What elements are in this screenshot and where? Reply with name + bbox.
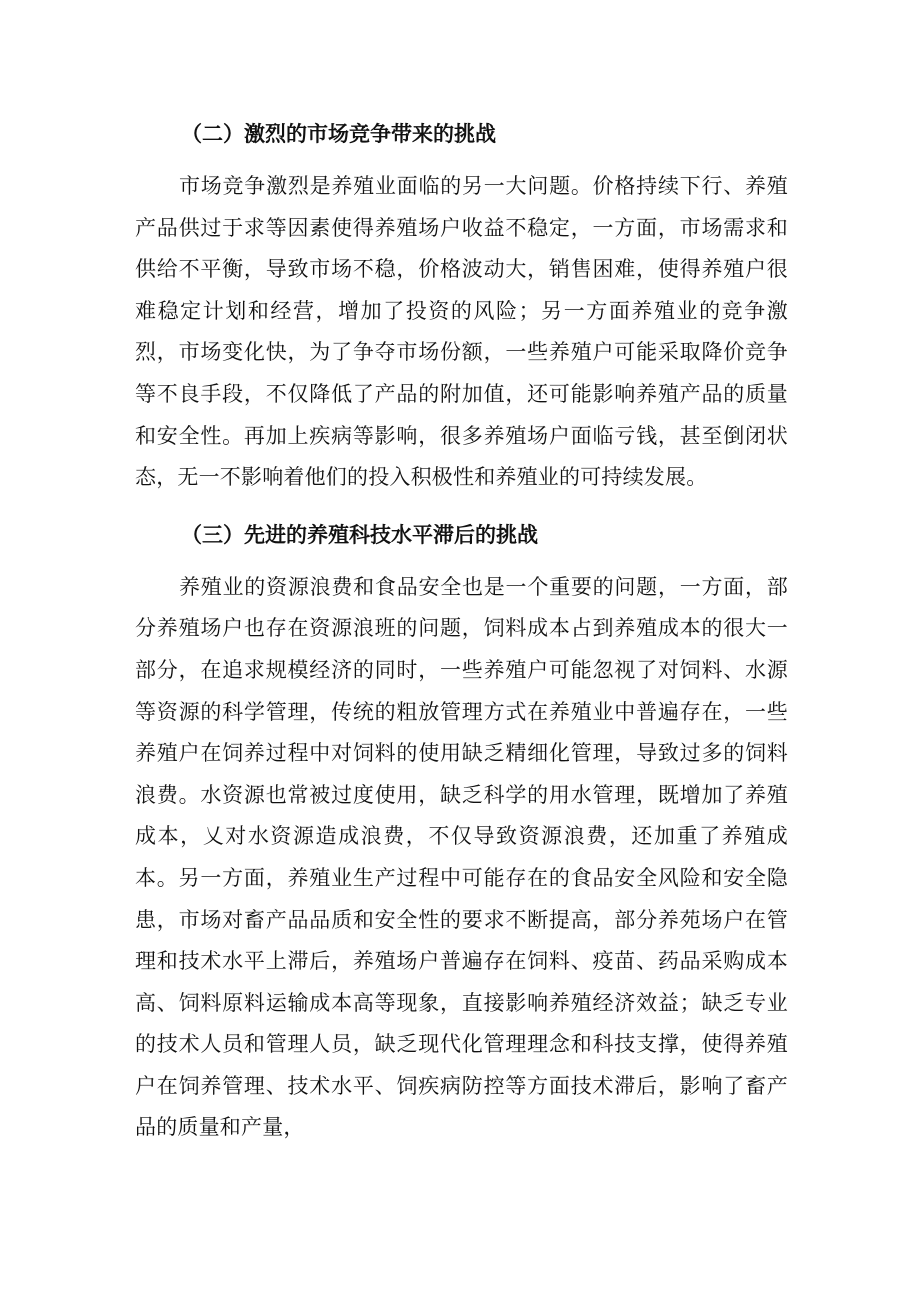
- body-paragraph: 养殖业的资源浪费和食品安全也是一个重要的问题，一方面，部分养殖场户也存在资源浪班的问题，饲料成本占到养殖成本的很大一部分，在追求规模经济的同时，一些养殖户可能忽视了对饲料、水源等资源的科学管理，传统的粗放管理方式在养殖业中普遍存在，一些养殖户在饲养过程中对饲料的使用缺乏精细化管理，导致过多的饲料浪费。水资源也常被过度使用，缺乏科学的用水管理，既增加了养殖成本，乂对水资源造成浪费，不仅导致资源浪费，还加重了养殖成本。另一方面，养殖业生产过程中可能存在的食品安全风险和安全隐患，市场对畜产品品质和安全性的要求不断提高，部分养苑场户在管理和技术水平上滞后，养殖场户普遍存在饲料、疫苗、药品采购成本高、饲料原料运输成本高等现象，直接影响养殖经济效益；缺乏专业的技术人员和管理人员，缺乏现代化管理理念和科技支撑，使得养殖户在饲养管理、技术水平、饲疾病防控等方面技术滞后，影响了畜产品的质量和产量，: [135, 574, 788, 1140]
- section-heading: （二）激烈的市场竞争带来的挑战: [181, 122, 496, 146]
- document-body: [135, 112, 788, 1149]
- section-technology-lag: [135, 513, 788, 1149]
- section-market-competition: [135, 112, 788, 499]
- section-heading: （三）先进的养殖科技水平滞后的挑战: [181, 522, 538, 547]
- body-paragraph: 市场竞争激烈是养殖业面临的另一大问题。价格持续下行、养殖产品供过于求等因素使得养殖场户收益不稳定，一方面，市场需求和供给不平衡，导致市场不稳，价格波动大，销售困难，使得养殖户很难稳定计划和经营，增加了投资的风险；另一方面养殖业的竞争激烈，市场变化快，为了争夺市场份额，一些养殖户可能采取降价竞争等不良手段，不仅降低了产品的附加值，还可能影响养殖产品的质量和安全性。再加上疾病等影响，很多养殖场户面临亏钱，甚至倒闭状态，无一不影响着他们的投入积极性和养殖业的可持续发展。: [135, 174, 788, 490]
